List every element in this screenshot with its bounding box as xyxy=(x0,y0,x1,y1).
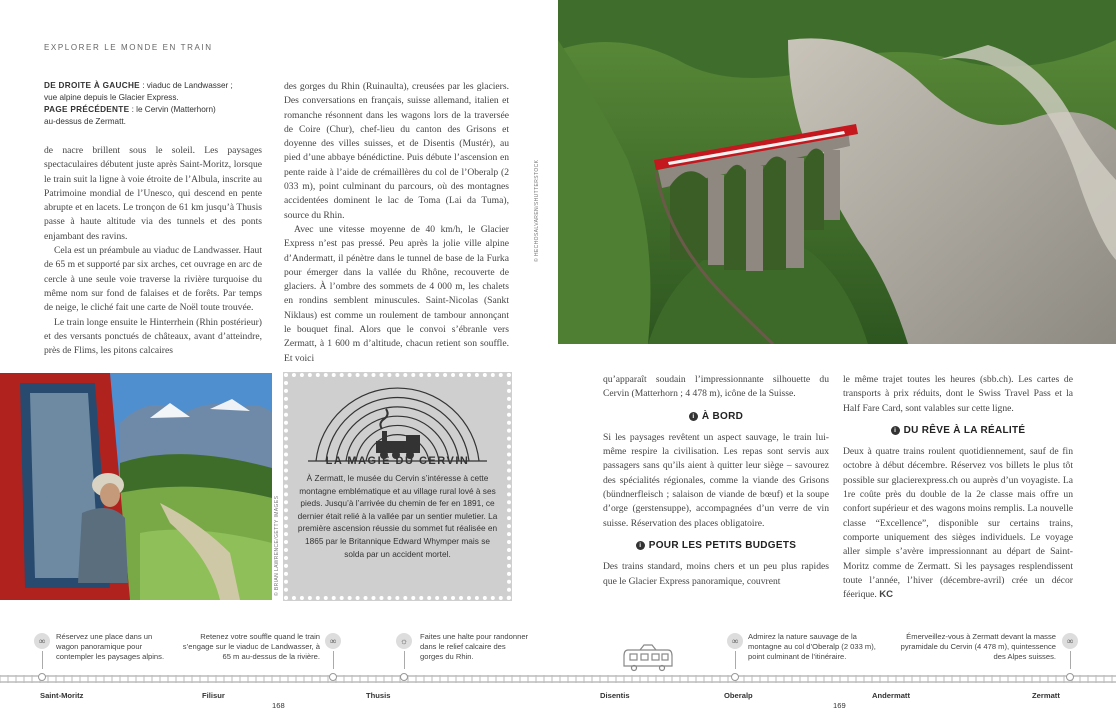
timeline-note: Réservez une place dans un wagon panoramique pour contempler les paysages alpins. xyxy=(56,632,165,661)
info-bullet-icon: i xyxy=(891,426,900,435)
stamp-sidebar xyxy=(284,373,511,600)
author-signature: KC xyxy=(879,589,894,601)
paragraph: Cela est un préambule au viaduc de Landwasser. Haut de 65 m et supporté par six arches, cet ouvrage en arc de cercle à une seule voie traverse la rivière turquoise du même nom sur fond de falaises et de forêts. Par temps de neige, le cliché fait une carte de Noël toute trouvée. xyxy=(44,245,262,314)
paragraph-text: Deux à quatre trains roulent quotidiennement, sauf de fin octobre à début décembre. Réservez vos billets le plus tôt possible sur glacierexpress.ch ou auprès d’un voyagiste. La 1re coûte près du double de la 2e classe mais offre un confort supérieur et des wagons moins remplis. La nouvelle classe “Excellence”, disponible sur certains trains, comporte uniquement des sièges individuels. Le voyage aller simple s’avère impressionnant au départ de Saint-Moritz comme de Zermatt. Si les paysages resplendissent toute l’année, l’hiver (décembre-avril) crée un décor féerique. xyxy=(843,446,1073,601)
station-andermatt: Andermatt xyxy=(872,691,910,700)
binoculars-icon: ∞ xyxy=(325,633,341,649)
binoculars-icon: ∞ xyxy=(34,633,50,649)
station-marker xyxy=(1066,673,1074,681)
info-bullet-icon: i xyxy=(689,412,698,421)
section-heading-text: DU RÊVE À LA RÉALITÉ xyxy=(903,424,1026,436)
train-icon xyxy=(622,642,674,672)
station-marker xyxy=(38,673,46,681)
station-zermatt: Zermatt xyxy=(1032,691,1060,700)
paragraph: Si les paysages revêtent un aspect sauvage, le train lui-même respire la civilisation. Les repas sont servis aux passagers sans qu’ils aient à quitter leur siège – savourez des spécialités régionales, comme la viande des Grisons (bündnerfleisch ; salaison de viande de bœuf) et la soupe d’orge (gerstensuppe), accompagnées d’un verre de vin suisse. Réservation des places obligatoire. xyxy=(603,431,829,529)
paragraph xyxy=(843,445,1073,602)
alpine-view-illustration xyxy=(0,373,272,600)
paragraph: de nacre brillent sous le soleil. Les paysages spectaculaires débutent juste après Saint-Moritz, lorsque le train suit la ligne à voie étroite de l’Albula, inscrite au Patrimoine mondial de l’Unesco, qui descend en pente abrupte et en lacets. Le tronçon de 61 km jusqu’à Thusis passe à haute altitude via des tunnels et des ponts enjambant des ravins. xyxy=(44,145,262,242)
paragraph: qu’apparaît soudain l’impressionnante silhouette du Cervin (Matterhorn ; 4 478 m), icône de la Suisse. xyxy=(603,374,829,400)
caption-label-1: DE DROITE À GAUCHE xyxy=(44,81,140,90)
caption-text-2: vue alpine depuis le Glacier Express. xyxy=(44,93,179,102)
text-column-4 xyxy=(843,373,1073,602)
railway-track xyxy=(0,674,1116,684)
caption-label-2: PAGE PRÉCÉDENTE xyxy=(44,105,130,114)
station-marker xyxy=(329,673,337,681)
section-heading-text: À BORD xyxy=(701,410,744,422)
photo-caption xyxy=(44,80,264,128)
timeline-note: Retenez votre souffle quand le train s’engage sur le viaduc de Landwasser, à 65 m au-dessus de la rivière. xyxy=(182,632,320,661)
photo-credit-second: © BRIAN LAWRENCE/GETTY IMAGES xyxy=(274,495,280,596)
stamp-title: LA MAGIE DU CERVIN xyxy=(325,455,470,467)
stamp-text: À Zermatt, le musée du Cervin s’intéresse à cette montagne emblématique et au village rural lové à ses pieds. Jusqu’à l’arrivée du chemin de fer en 1891, ce dernier était relié à la vallée par un sentier muletier. La première ascension réussie du sommet fut réalisée en 1865 par le Britannique Edward Whymper mais se solda par un accident mortel. xyxy=(297,473,498,559)
caption-text-4: au-dessus de Zermatt. xyxy=(44,117,126,126)
binoculars-icon: ∞ xyxy=(727,633,743,649)
text-column-3 xyxy=(603,373,829,589)
timeline-note: Faites une halte pour randonner dans le relief calcaire des gorges du Rhin. xyxy=(420,632,529,661)
alpine-view-photo xyxy=(0,373,272,600)
text-column-1 xyxy=(44,144,262,358)
paragraph: Des trains standard, moins chers et un peu plus rapides que le Glacier Express panoramique, couvrent xyxy=(603,561,829,587)
running-head: EXPLORER LE MONDE EN TRAIN xyxy=(44,43,213,52)
station-disentis: Disentis xyxy=(600,691,630,700)
timeline-note: Émerveillez-vous à Zermatt devant la masse pyramidale du Cervin (4 478 m), quintessence des Alpes suisses. xyxy=(900,632,1056,661)
caption-text-1: : viaduc de Landwasser ; xyxy=(139,81,233,90)
station-marker xyxy=(731,673,739,681)
paragraph: Avec une vitesse moyenne de 40 km/h, le Glacier Express n’est pas pressé. Peu après la jolie ville alpine d’Andermatt, il pénètre dans le tunnel de base de la Furka pour émerger dans la vallée du Rhône, recouverte de glaciers. À l’ombre des sommets de 4 000 m, les chalets en rondins semblent minuscules. Saint-Nicolas (Sankt Niklaus) est comme un roulement de tambour annonçant le bouquet final. Alors que le convoi s’ébranle vers Zermatt, à 1 600 m d’altitude, chacun retient son souffle. Et voici xyxy=(284,223,509,364)
page-number-right: 169 xyxy=(833,701,846,710)
paragraph: des gorges du Rhin (Ruinaulta), creusées par les glaciers. Des conversations en français, suisse allemand, italien et romanche résonnent dans les wagons lors de la traversée de Coire (Chur), chef-lieu du canton des Grisons et doyenne des villes suisses, et de Disentis (Mustér), au pied d’une abbaye bénédictine. Puis débute l’ascension en pente raide à l’aide de crémaillères du col de l’Oberalp (2 033 m), point culminant du parcours, où des montagnes accidentées dominent le lac de Toma (Lai da Tuma), source du Rhin. xyxy=(284,81,509,221)
station-saint-moritz: Saint-Moritz xyxy=(40,691,84,700)
station-thusis: Thusis xyxy=(366,691,391,700)
hiking-icon: ☼ xyxy=(396,633,412,649)
landwasser-viaduct-illustration xyxy=(558,0,1116,344)
section-heading-a-bord xyxy=(603,410,829,424)
timeline-connector xyxy=(1070,651,1071,669)
paragraph: Le train longe ensuite le Hinterrhein (Rhin postérieur) et des versants ponctués de châteaux, avant d’atteindre, près de Flims, les pitons calcaires xyxy=(44,316,262,357)
timeline-note: Admirez la nature sauvage de la montagne au col d’Oberalp (2 033 m), point culminant de l’itinéraire. xyxy=(748,632,876,661)
photo-credit-main: © HECHOSALVAREN/SHUTTERSTOCK xyxy=(534,159,540,262)
timeline-connector xyxy=(333,651,334,669)
section-heading-text: POUR LES PETITS BUDGETS xyxy=(648,539,797,551)
binoculars-icon: ∞ xyxy=(1062,633,1078,649)
section-heading-budgets xyxy=(603,539,829,553)
text-column-2 xyxy=(284,80,509,366)
station-oberalp: Oberalp xyxy=(724,691,753,700)
station-marker xyxy=(400,673,408,681)
info-bullet-icon: i xyxy=(636,541,645,550)
paragraph: le même trajet toutes les heures (sbb.ch). Les cartes de transports à prix réduits, dont le Swiss Travel Pass et la Half Fare Card, sont valables sur cette ligne. xyxy=(843,374,1073,414)
landwasser-viaduct-photo xyxy=(558,0,1116,344)
station-filisur: Filisur xyxy=(202,691,225,700)
section-heading-reve xyxy=(843,424,1073,438)
timeline-connector xyxy=(42,651,43,669)
timeline-connector xyxy=(404,651,405,669)
timeline-connector xyxy=(735,651,736,669)
caption-text-3: : le Cervin (Matterhorn) xyxy=(129,105,216,114)
page-number-left: 168 xyxy=(272,701,285,710)
